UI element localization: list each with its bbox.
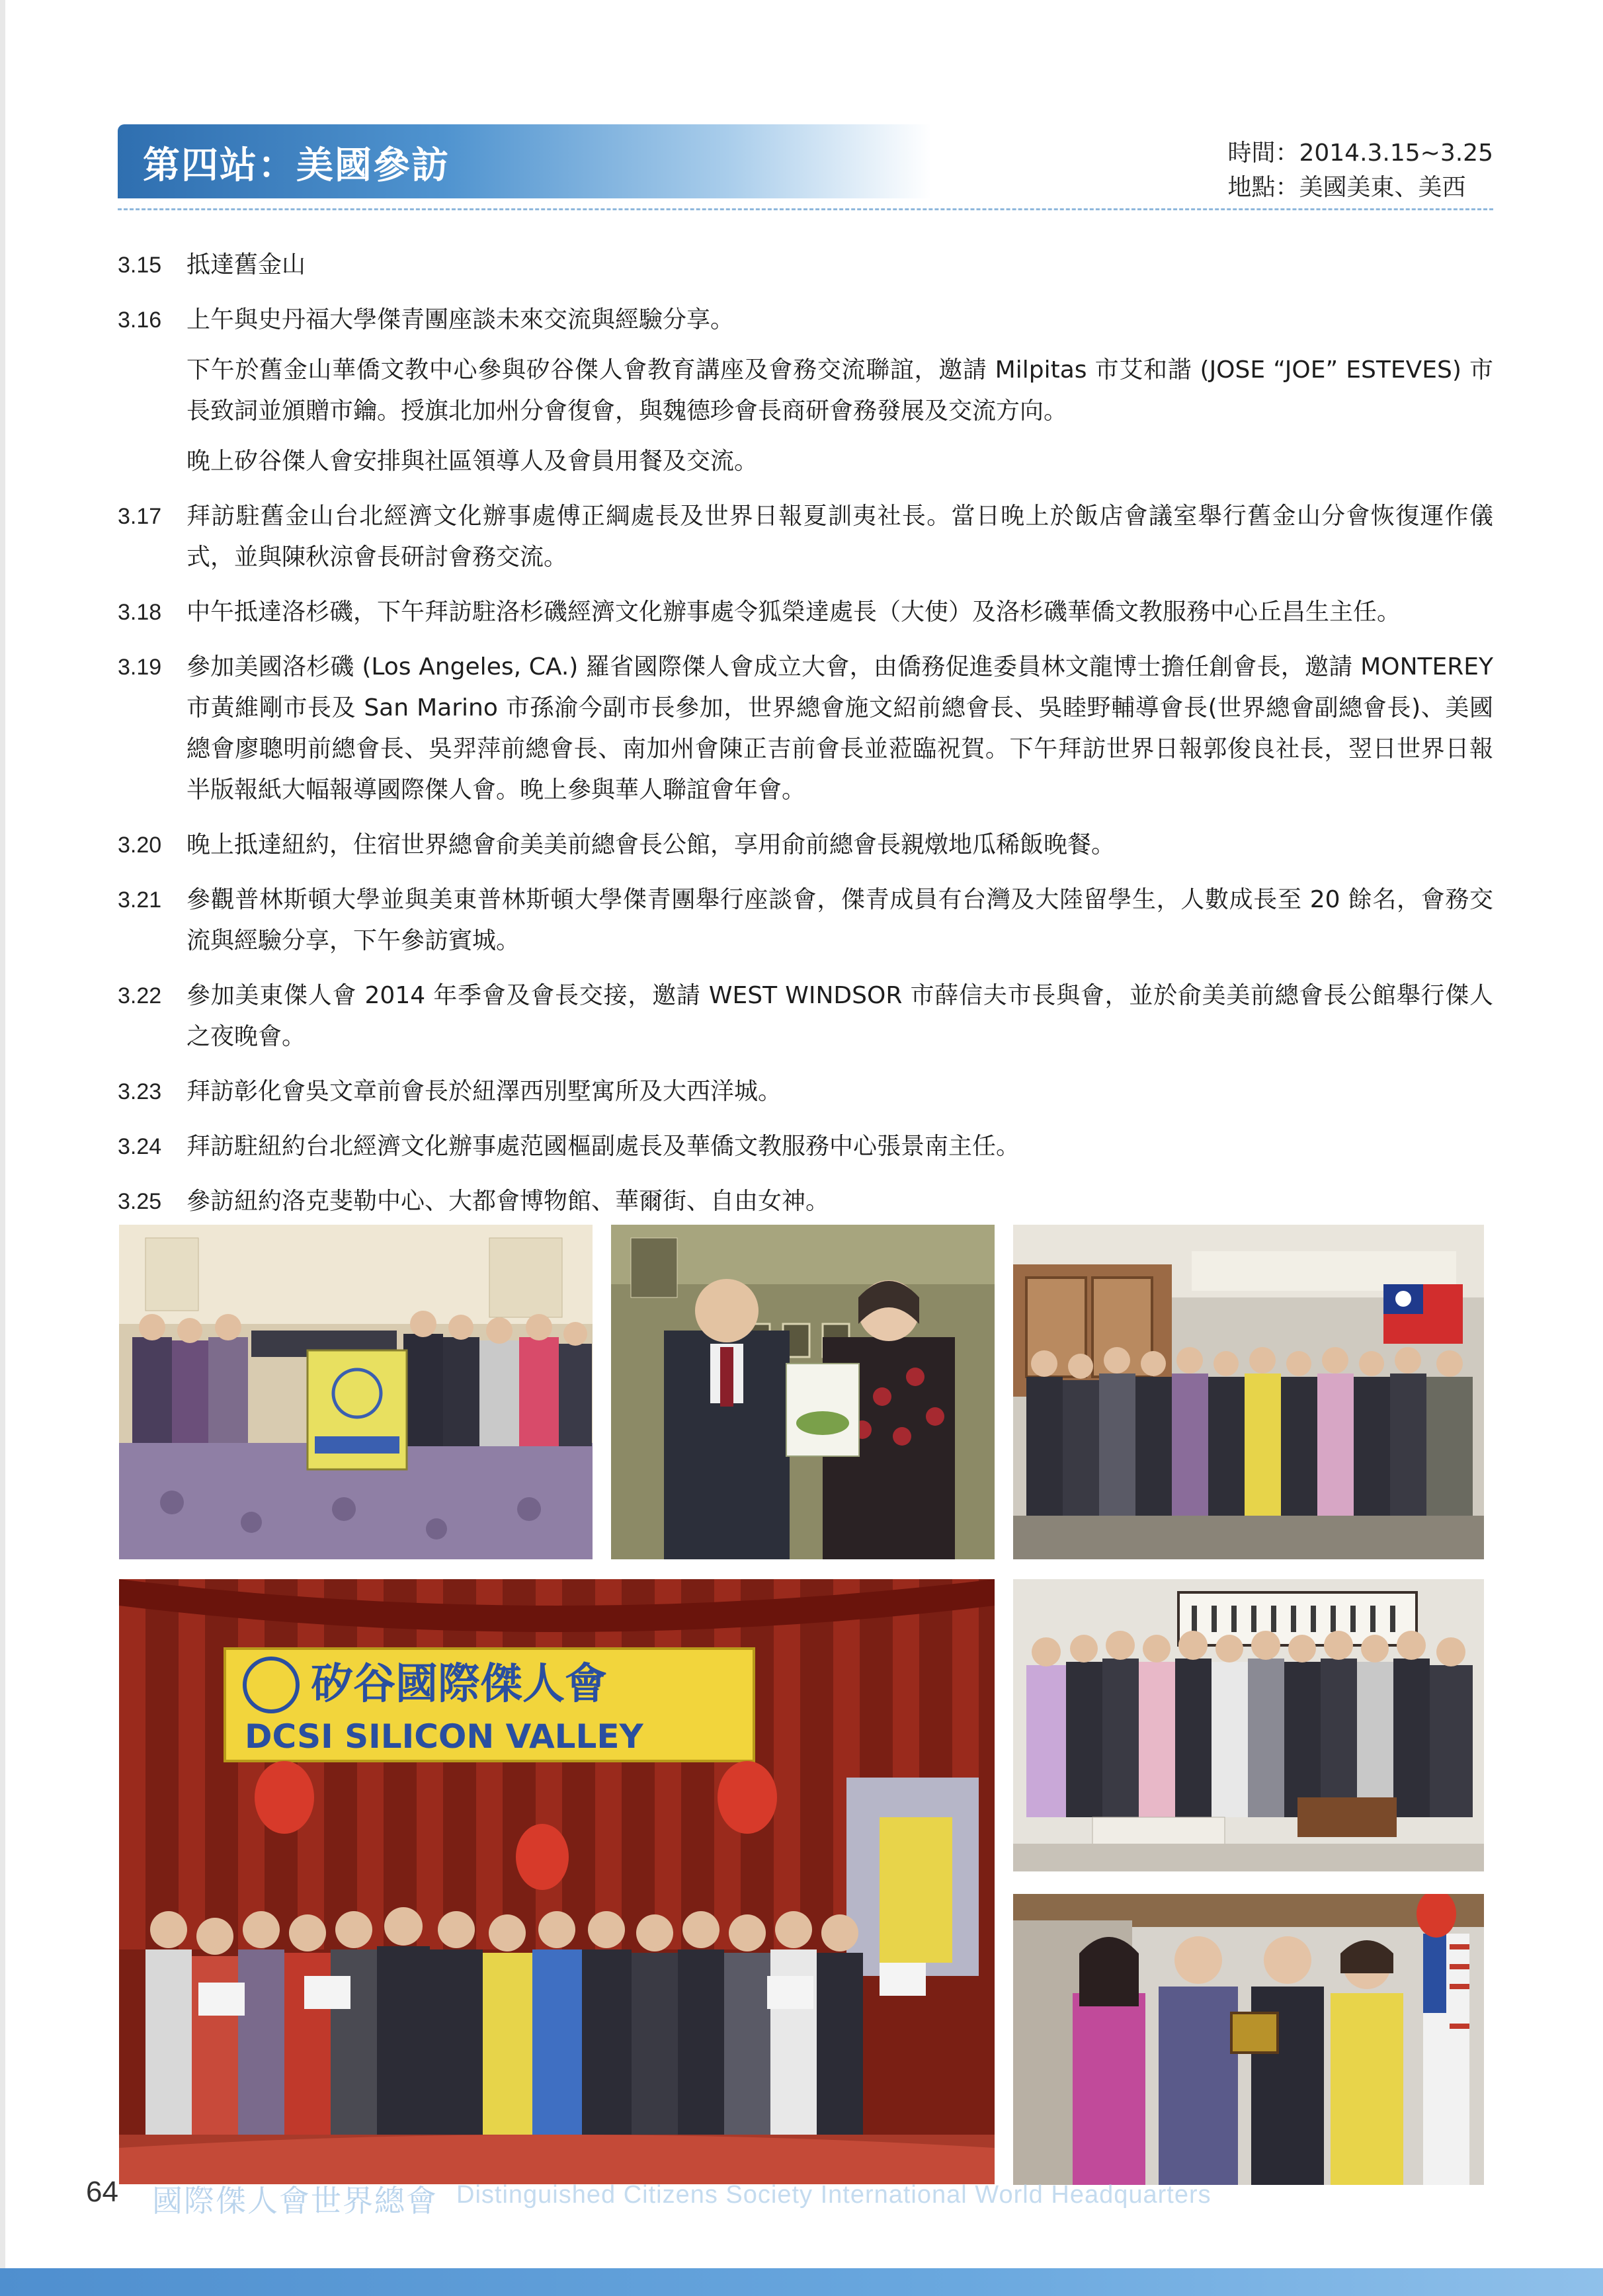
trip-meta (1227, 136, 1493, 205)
photo-stage-group (119, 1579, 995, 2184)
itinerary-entry (118, 880, 1493, 962)
itinerary-entry (118, 647, 1493, 811)
entry-date: 3.19 (118, 655, 162, 680)
title-banner (118, 124, 931, 198)
trip-time: 時間：2014.3.15~3.25 (1227, 140, 1493, 167)
trip-place: 地點：美國美東、美西 (1227, 174, 1466, 201)
photo-image (119, 1579, 995, 2184)
page-footer (0, 2162, 1603, 2296)
itinerary-entry (118, 1071, 1493, 1112)
entry-date: 3.17 (118, 504, 162, 529)
entry-date: 3.21 (118, 887, 162, 913)
entry-date: 3.18 (118, 600, 162, 625)
entry-date: 3.16 (118, 308, 162, 333)
photo-image (1013, 1894, 1484, 2185)
itinerary-entry (118, 245, 1493, 286)
entry-date: 3.22 (118, 983, 162, 1008)
photo-group-banner (119, 1225, 593, 1559)
entry-date: 3.25 (118, 1189, 162, 1214)
itinerary-entry (118, 592, 1493, 633)
itinerary-entry (118, 975, 1493, 1057)
itinerary-entry (118, 1126, 1493, 1167)
itinerary-list (118, 245, 1493, 1236)
entry-text: 晚上抵達紐約，住宿世界總會俞美美前總會長公館，享用俞前總會長親燉地瓜稀飯晚餐。 (186, 831, 1116, 858)
photo-book-presentation (611, 1225, 995, 1559)
entry-date: 3.15 (118, 253, 162, 278)
photo-image (1013, 1579, 1484, 1871)
itinerary-entry (118, 1181, 1493, 1222)
itinerary-entry (118, 825, 1493, 866)
entry-date: 3.24 (118, 1134, 162, 1159)
banner-cn: 矽谷國際傑人會 (311, 1660, 607, 1709)
photo-calligraphy-office (1013, 1579, 1484, 1871)
entry-date: 3.20 (118, 833, 162, 858)
photo-image (611, 1225, 995, 1559)
entry-text: 拜訪駐紐約台北經濟文化辦事處范國樞副處長及華僑文教服務中心張景南主任。 (186, 1133, 1020, 1160)
photo-plaque-presentation (1013, 1894, 1484, 2185)
page-number: 64 (86, 2176, 118, 2208)
itinerary-entry (118, 300, 1493, 482)
entry-text: 抵達舊金山 (186, 251, 306, 278)
section-title: 第四站：美國參訪 (143, 144, 450, 187)
footer-org-en: Distinguished Citizens Society International World Headquarters (456, 2181, 1212, 2209)
entry-text: 參加美東傑人會 2014 年季會及會長交接，邀請 WEST WINDSOR 市薛信夫市長與會，並於俞美美前總會長公館舉行傑人之夜晚會。 (186, 982, 1493, 1050)
entry-text: 晚上矽谷傑人會安排與社區領導人及會員用餐及交流。 (186, 448, 759, 475)
footer-org-cn: 國際傑人會世界總會 (152, 2183, 438, 2219)
section-header (118, 123, 1493, 210)
entry-text: 參觀普林斯頓大學並與美東普林斯頓大學傑青團舉行座談會，傑青成員有台灣及大陸留學生，人數成長至 20 餘名，會務交流與經驗分享，下午參訪賓城。 (186, 886, 1493, 954)
entry-date: 3.23 (118, 1079, 162, 1104)
scan-edge (0, 0, 5, 2296)
photo-office-group (1013, 1225, 1484, 1559)
photo-image (119, 1225, 593, 1559)
entry-text: 參訪紐約洛克斐勒中心、大都會博物館、華爾街、自由女神。 (186, 1188, 830, 1215)
entry-text: 中午抵達洛杉磯，下午拜訪駐洛杉磯經濟文化辦事處令狐榮達處長（大使）及洛杉磯華僑文教服務中心丘昌生主任。 (186, 598, 1401, 626)
entry-text: 拜訪駐舊金山台北經濟文化辦事處傅正綱處長及世界日報夏訓夷社長。當日晚上於飯店會議室舉行舊金山分會恢復運作儀式，並與陳秋涼會長研討會務交流。 (186, 503, 1493, 571)
photo-image (1013, 1225, 1484, 1559)
banner-en: DCSI SILICON VALLEY (245, 1717, 643, 1756)
entry-text: 參加美國洛杉磯 (Los Angeles, CA.) 羅省國際傑人會成立大會，由僑務促進委員林文龍博士擔任創會長，邀請 MONTEREY 市黃維剛市長及 San Marino 市孫渝今副市長參加，世界總會施文紹前總會長、吳睦野輔導會長(世界總會副總會長)、美國總會廖聰明前總會長、吳羿萍前總會長、南加州會陳正吉前會長並蒞臨祝賀。下午拜訪世界日報郭俊良社長，翌日世界日報半版報紙大幅報導國際傑人會。晚上參與華人聯誼會年會。 (186, 653, 1493, 803)
footer-bar (0, 2268, 1603, 2296)
entry-text: 下午於舊金山華僑文教中心參與矽谷傑人會教育講座及會務交流聯誼，邀請 Milpitas 市艾和諧 (JOSE “JOE” ESTEVES) 市長致詞並頒贈市鑰。授旗北加州分會復會，與魏德珍會長商研會務發展及交流方向。 (186, 356, 1493, 425)
itinerary-entry (118, 496, 1493, 578)
entry-text: 拜訪彰化會吳文章前會長於紐澤西別墅寓所及大西洋城。 (186, 1078, 782, 1105)
entry-text: 上午與史丹福大學傑青團座談未來交流與經驗分享。 (186, 306, 735, 333)
